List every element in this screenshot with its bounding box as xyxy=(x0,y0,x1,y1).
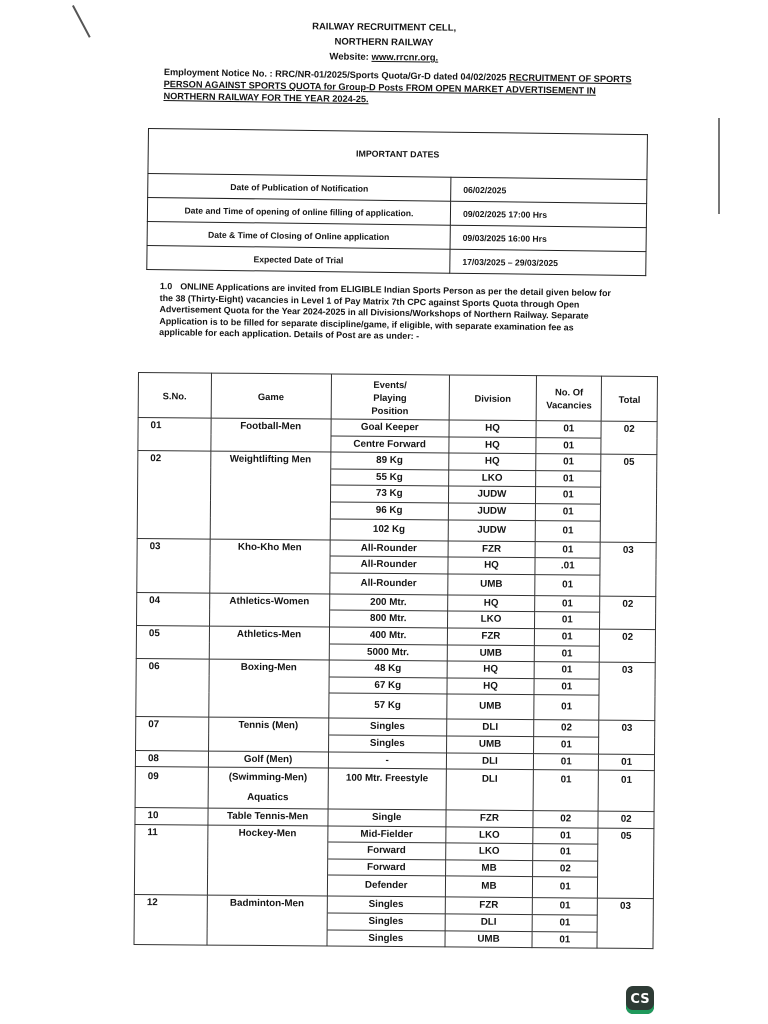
col-header-vacancies xyxy=(536,376,602,422)
cell-total: 01 xyxy=(599,754,655,771)
cell-event: Singles xyxy=(328,718,446,736)
website-url: www.rrcnr.org. xyxy=(371,51,439,64)
cell-event: Forward xyxy=(327,859,445,877)
cell-event: 800 Mtr. xyxy=(329,610,447,628)
cell-event: 73 Kg xyxy=(330,485,448,503)
dates-row xyxy=(147,245,646,275)
cell-event: 57 Kg xyxy=(328,693,446,719)
cell-game xyxy=(210,555,330,573)
cell-sno xyxy=(135,857,208,874)
cell-event: 96 Kg xyxy=(330,502,448,520)
cell-vacancies: 01 xyxy=(535,520,600,542)
cell-game: Football-Men xyxy=(211,418,331,436)
cell-division: FZR xyxy=(446,810,533,827)
col-header-division: Division xyxy=(449,375,537,421)
cell-total: 03 xyxy=(598,899,654,916)
cell-game: Kho-Kho Men xyxy=(210,539,330,557)
cell-sno xyxy=(137,517,210,539)
cell-event: Goal Keeper xyxy=(331,419,449,437)
date-label: Date and Time of opening of online filling of application. xyxy=(147,198,450,226)
cell-sno xyxy=(137,609,210,626)
cell-event: 100 Mtr. Freestyle xyxy=(328,768,446,810)
cell-division: LKO xyxy=(447,611,534,628)
cell-division: MB xyxy=(445,860,532,877)
cell-game xyxy=(210,518,330,540)
cell-sno xyxy=(138,434,211,451)
cell-game: Weightlifting Men xyxy=(210,451,330,469)
cell-division: JUDW xyxy=(448,503,535,520)
cell-total xyxy=(600,558,656,575)
cell-division: FZR xyxy=(448,541,535,558)
cell-vacancies: 01 xyxy=(533,770,599,812)
cell-division: HQ xyxy=(449,453,536,470)
cell-vacancies: 01 xyxy=(536,437,601,454)
cell-event: 48 Kg xyxy=(329,660,447,678)
cell-total xyxy=(599,737,655,754)
vacancies-header-line: Vacancies xyxy=(546,399,592,411)
header-line-2: NORTHERN RAILWAY xyxy=(334,36,434,49)
header-line-1: RAILWAY RECRUITMENT CELL, xyxy=(312,21,457,34)
cell-division: UMB xyxy=(447,694,535,720)
cell-sno xyxy=(135,841,208,858)
cell-division: HQ xyxy=(449,420,536,437)
cell-event: 400 Mtr. xyxy=(329,627,447,645)
cell-total xyxy=(597,932,653,949)
cell-game xyxy=(209,572,329,594)
cell-event: All-Rounder xyxy=(329,573,447,595)
cell-game: Tennis (Men) xyxy=(208,717,328,735)
date-value: 06/02/2025 xyxy=(451,177,647,203)
cell-vacancies: 01 xyxy=(535,574,600,596)
date-value: 09/03/2025 16:00 Hrs xyxy=(450,225,646,251)
cell-sno xyxy=(137,571,210,593)
cell-sno xyxy=(134,912,207,929)
document-header xyxy=(0,16,768,69)
cell-vacancies: .01 xyxy=(535,558,600,575)
cell-division: UMB xyxy=(446,736,533,753)
cell-division: HQ xyxy=(447,661,534,678)
cell-vacancies: 01 xyxy=(534,737,599,754)
cell-division: HQ xyxy=(449,437,536,454)
cell-vacancies: 01 xyxy=(535,541,600,558)
important-dates-heading: IMPORTANT DATES xyxy=(148,129,648,180)
vacancies-header-line: No. Of xyxy=(555,386,584,398)
notice-number: Employment Notice No. : RRC/NR-01/2025/Sports Quota/Gr-D dated 04/02/2025 xyxy=(163,66,507,83)
cell-vacancies: 01 xyxy=(536,454,601,471)
events-header-line: Events/ xyxy=(373,378,407,390)
logo-accent xyxy=(626,986,654,1014)
cell-division: JUDW xyxy=(448,520,535,542)
cell-division: UMB xyxy=(447,644,534,661)
cell-sno: 06 xyxy=(136,659,209,676)
cell-vacancies: 01 xyxy=(536,421,601,438)
cell-game xyxy=(207,875,327,897)
cell-total: 02 xyxy=(598,811,654,828)
cell-total xyxy=(598,844,654,861)
cell-vacancies: 01 xyxy=(532,915,597,932)
cell-total xyxy=(601,504,657,521)
cell-total xyxy=(598,915,654,932)
cell-division: HQ xyxy=(447,595,534,612)
cell-game xyxy=(207,841,327,859)
cell-division: HQ xyxy=(447,678,534,695)
cell-division: UMB xyxy=(448,574,535,596)
cell-total: 05 xyxy=(598,828,654,845)
cell-event: Singles xyxy=(328,735,446,753)
table-row xyxy=(135,767,654,812)
cell-sno xyxy=(136,692,209,718)
cell-vacancies: 01 xyxy=(536,487,601,504)
cell-sno: 08 xyxy=(135,750,208,767)
date-value: 09/02/2025 17:00 Hrs xyxy=(450,201,646,227)
cell-game: (Swimming-Men) Aquatics xyxy=(208,767,328,809)
cell-sno: 01 xyxy=(138,418,211,435)
cell-sno xyxy=(137,484,210,501)
col-header-game: Game xyxy=(211,373,331,419)
cell-event: Centre Forward xyxy=(331,436,449,454)
cell-event: Forward xyxy=(327,842,445,860)
date-label: Expected Date of Trial xyxy=(147,245,450,273)
vacancy-header-row xyxy=(138,373,657,422)
cell-sno: 02 xyxy=(138,451,211,468)
cell-sno: 12 xyxy=(134,895,207,912)
cell-division: DLI xyxy=(446,719,533,736)
cell-game xyxy=(208,692,328,718)
cell-vacancies: 01 xyxy=(532,898,597,915)
cell-event: Singles xyxy=(327,930,445,948)
cell-total xyxy=(601,438,657,455)
cell-total xyxy=(600,646,656,663)
cell-total: 02 xyxy=(600,596,656,613)
cell-division: MB xyxy=(445,876,532,898)
cell-game xyxy=(210,484,330,502)
cell-event: All-Rounder xyxy=(330,540,448,558)
cell-division: DLI xyxy=(445,914,532,931)
cell-total: 02 xyxy=(601,421,657,438)
cell-total: 03 xyxy=(600,662,656,679)
cell-vacancies: 02 xyxy=(534,720,599,737)
cell-sno xyxy=(134,874,207,896)
cell-vacancies: 01 xyxy=(534,645,599,662)
notice-title: RECRUITMENT OF SPORTS PERSON AGAINST SPORTS QUOTA for Group-D Posts FROM OPEN MARKET ADVERTISEMENT IN NORTHERN RAILWAY FOR THE YEAR 2024-25. xyxy=(163,72,632,105)
cell-sno xyxy=(136,675,209,692)
cell-event: 102 Kg xyxy=(330,519,448,541)
cell-sno: 11 xyxy=(135,824,208,841)
cell-sno: 04 xyxy=(137,592,210,609)
employment-notice xyxy=(163,66,644,110)
cell-event: 200 Mtr. xyxy=(329,594,447,612)
cell-event: Singles xyxy=(327,896,445,914)
date-label: Date & Time of Closing of Online application xyxy=(147,221,450,249)
cell-sno xyxy=(134,928,207,945)
cell-event: Singles xyxy=(327,913,445,931)
cell-total xyxy=(598,861,654,878)
cell-vacancies: 01 xyxy=(533,844,598,861)
paragraph-number: 1.0 xyxy=(159,281,173,292)
cell-game xyxy=(208,734,328,752)
cell-sno xyxy=(136,733,209,750)
cell-total: 01 xyxy=(598,770,654,811)
col-header-events xyxy=(331,374,450,420)
cell-vacancies: 01 xyxy=(535,504,600,521)
cell-division: FZR xyxy=(447,628,534,645)
cell-total xyxy=(599,695,655,720)
table-row xyxy=(134,928,653,949)
scan-edge-mark xyxy=(718,118,720,214)
cell-game: Athletics-Men xyxy=(209,626,329,644)
events-header-line: Playing xyxy=(373,391,407,403)
cell-game xyxy=(210,435,330,453)
cell-total: 03 xyxy=(600,542,656,559)
cell-game xyxy=(210,501,330,519)
cell-total xyxy=(600,612,656,629)
cell-game xyxy=(210,468,330,486)
cell-division: JUDW xyxy=(448,486,535,503)
application-paragraph xyxy=(159,281,620,346)
cell-sno: 09 xyxy=(135,767,208,809)
cell-sno: 07 xyxy=(136,717,209,734)
cell-division: DLI xyxy=(446,769,534,811)
cell-game: Hockey-Men xyxy=(207,825,327,843)
cell-vacancies: 01 xyxy=(534,695,600,721)
cell-event: 5000 Mtr. xyxy=(329,644,447,662)
cell-game xyxy=(209,609,329,627)
important-dates-table xyxy=(146,128,648,276)
cell-event: 89 Kg xyxy=(330,452,448,470)
events-header-line: Position xyxy=(371,404,409,416)
vacancy-table xyxy=(133,372,657,949)
cell-total xyxy=(601,488,657,505)
cell-sno xyxy=(137,555,210,572)
cell-game: Athletics-Women xyxy=(209,593,329,611)
cell-game: Badminton-Men xyxy=(207,896,327,914)
cell-division: LKO xyxy=(445,843,532,860)
cell-division: HQ xyxy=(448,557,535,574)
cell-sno: 03 xyxy=(137,538,210,555)
cell-event: - xyxy=(328,752,446,770)
website-label: Website: xyxy=(329,51,369,63)
cell-division: LKO xyxy=(448,470,535,487)
cell-total xyxy=(600,575,656,596)
cell-game xyxy=(207,858,327,876)
cell-vacancies: 01 xyxy=(534,678,599,695)
cell-game: Golf (Men) xyxy=(208,751,328,769)
cell-game xyxy=(207,929,327,947)
date-label: Date of Publication of Notification xyxy=(148,174,451,202)
date-value: 17/03/2025 – 29/03/2025 xyxy=(450,249,646,275)
cell-event: 55 Kg xyxy=(330,469,448,487)
cell-sno xyxy=(137,500,210,517)
cell-vacancies: 01 xyxy=(532,931,597,948)
cell-sno: 05 xyxy=(136,625,209,642)
cell-event: Mid-Fielder xyxy=(327,826,445,844)
cell-event: 67 Kg xyxy=(329,677,447,695)
cell-total xyxy=(601,521,657,542)
cell-sno: 10 xyxy=(135,808,208,825)
cell-division: FZR xyxy=(445,897,532,914)
cell-vacancies: 02 xyxy=(533,860,598,877)
cell-vacancies: 01 xyxy=(533,753,598,770)
cell-vacancies: 01 xyxy=(534,662,599,679)
cell-division: UMB xyxy=(445,931,532,948)
cell-total xyxy=(598,878,654,899)
cell-event: Single xyxy=(328,809,446,827)
camscanner-logo-icon xyxy=(626,986,654,1014)
cell-event: All-Rounder xyxy=(330,556,448,574)
cell-sno xyxy=(138,467,211,484)
cell-total xyxy=(599,679,655,696)
cell-game xyxy=(209,676,329,694)
cell-total: 03 xyxy=(599,720,655,737)
cell-vacancies: 01 xyxy=(534,629,599,646)
cell-game xyxy=(207,912,327,930)
cell-event: Defender xyxy=(327,875,445,897)
cell-total xyxy=(601,471,657,488)
cell-game xyxy=(209,643,329,661)
cell-vacancies: 01 xyxy=(535,595,600,612)
cell-vacancies: 02 xyxy=(533,811,598,828)
cell-total: 05 xyxy=(601,454,657,471)
cell-vacancies: 01 xyxy=(535,612,600,629)
cell-sno xyxy=(136,642,209,659)
col-header-total: Total xyxy=(602,376,658,421)
cell-game: Boxing-Men xyxy=(209,659,329,677)
cell-vacancies: 01 xyxy=(532,877,597,899)
cell-division: LKO xyxy=(446,827,533,844)
cell-total: 02 xyxy=(600,629,656,646)
cell-vacancies: 01 xyxy=(533,827,598,844)
logo-text: CS xyxy=(630,992,650,1007)
cell-game: Table Tennis-Men xyxy=(208,808,328,826)
paragraph-text: ONLINE Applications are invited from ELIGIBLE Indian Sports Person as per the detail given below for the 38 (Thirty-Eight) vacancies in Level 1 of Pay Matrix 7th CPC against Sports Quota through Open Advertisement Quota for the Year 2024-2025 in all Divisions/Workshops of Northern Railway. Separate Application is to be filled for separate discipline/game, if eligible, with separate examination fee as applicable for each application. Details of Post are as under: - xyxy=(159,281,611,342)
cell-division: DLI xyxy=(446,752,533,769)
col-header-sno: S.No. xyxy=(138,373,211,419)
cell-vacancies: 01 xyxy=(536,470,601,487)
vacancy-table-body xyxy=(134,418,657,949)
